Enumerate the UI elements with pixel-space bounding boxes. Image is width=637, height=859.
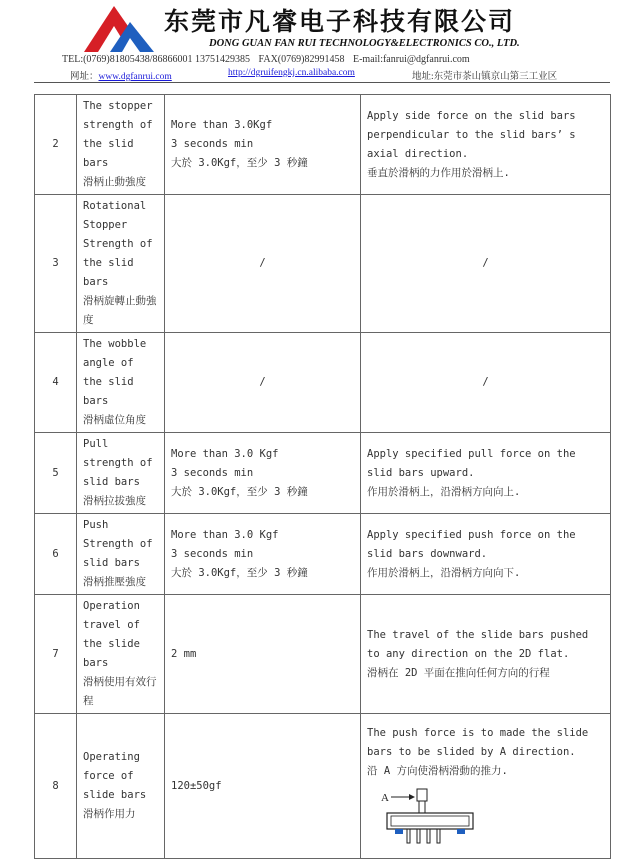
company-name-cn: 东莞市凡睿电子科技有限公司 <box>164 7 516 36</box>
row-number: 7 <box>35 595 77 714</box>
spec-line: More than 3.0 Kgf <box>171 528 279 541</box>
method-line: The travel of the slide bars pushed to any direction on the 2D flat. <box>367 628 589 660</box>
spec-line: 3 seconds min <box>171 466 254 479</box>
spec-cell: / <box>165 195 361 333</box>
item-name-en: The wobble angle of the slid bars <box>83 338 147 407</box>
spec-line: 3 seconds min <box>171 547 254 560</box>
potentiometer-body <box>387 813 473 829</box>
arrow-head-icon <box>409 794 415 800</box>
fax: FAX(0769)82991458 <box>258 54 345 65</box>
spec-cell: / <box>165 333 361 433</box>
item-name-en: Rotational Stopper Strength of the slid bars <box>83 200 153 288</box>
terminal-pin <box>427 829 430 843</box>
slide-knob <box>417 789 427 801</box>
table-row <box>35 95 611 195</box>
item-cell <box>77 195 165 333</box>
company-name-en: DONG GUAN FAN RUI TECHNOLOGY&ELECTRONICS CO., LTD. <box>209 38 520 49</box>
spec-line: More than 3.0Kgf <box>171 119 273 131</box>
item-cell <box>77 714 165 859</box>
telephone: TEL:(0769)81805438/86866001 13751429385 <box>62 54 251 65</box>
spec-line: 大於 3.0Kgf，至少 3 秒鐘 <box>171 485 308 498</box>
item-name-cn: 滑柄作用力 <box>83 808 136 820</box>
row-number: 8 <box>35 714 77 859</box>
item-name-en: Operating force of slide bars <box>83 751 147 801</box>
item-cell <box>77 514 165 595</box>
mount-tab-right <box>457 829 465 834</box>
method-cell <box>361 95 611 195</box>
method-line: The push force is to made the slide bars to be slided by A direction. <box>367 726 589 758</box>
method-cell <box>361 714 611 859</box>
letterhead <box>0 0 637 86</box>
method-line: Apply side force on the slid bars perpendicular to the slid bars’ s axial direction. <box>367 109 576 160</box>
spec-cell: 120±50gf <box>165 714 361 859</box>
method-cell <box>361 433 611 514</box>
table-row <box>35 595 611 714</box>
potentiometer-rail <box>391 816 469 826</box>
item-name-cn: 滑柄拉拔強度 <box>83 495 146 507</box>
website-label: 网址： <box>70 72 99 82</box>
email: E-mail:fanrui@dgfanrui.com <box>352 54 470 65</box>
method-line: 垂直於滑柄的力作用於滑柄上. <box>367 166 510 179</box>
spec-line: 大於 3.0Kgf，至少 3 秒鐘 <box>171 157 308 169</box>
spec-cell <box>165 95 361 195</box>
item-name-en: Push Strength of slid bars <box>83 519 153 569</box>
spec-cell <box>165 514 361 595</box>
item-name-cn: 滑柄使用有效行程 <box>83 676 157 707</box>
header-divider <box>34 82 610 83</box>
item-cell <box>77 595 165 714</box>
shop-link[interactable]: http://dgruifengkj.cn.alibaba.com <box>228 68 355 78</box>
mount-tab-left <box>395 829 403 834</box>
website-link[interactable]: www.dgfanrui.com <box>98 72 172 82</box>
company-logo <box>84 6 162 52</box>
method-cell <box>361 595 611 714</box>
slide-bar-diagram <box>377 787 497 847</box>
item-name-cn: 滑柄推壓強度 <box>83 576 146 588</box>
item-cell <box>77 333 165 433</box>
table-row <box>35 514 611 595</box>
table-row <box>35 195 611 333</box>
spec-line: 3 seconds min <box>171 138 254 150</box>
table-row <box>35 333 611 433</box>
spec-cell: 2 mm <box>165 595 361 714</box>
item-name-en: Operation travel of the slide bars <box>83 600 140 669</box>
row-number: 4 <box>35 333 77 433</box>
spec-table <box>34 94 611 859</box>
terminal-pin <box>417 829 420 843</box>
row-number: 2 <box>35 95 77 195</box>
item-name-cn: 滑柄旋轉止動強度 <box>83 295 157 326</box>
item-cell <box>77 95 165 195</box>
terminal-pin <box>437 829 440 843</box>
method-line: 作用於滑柄上，沿滑柄方向向下. <box>367 566 521 579</box>
item-name-cn: 滑柄虛位角度 <box>83 414 146 426</box>
method-cell: / <box>361 195 611 333</box>
method-line: Apply specified pull force on the slid bars upward. <box>367 447 576 479</box>
method-line: 滑柄在 2D 平面在推向任何方向的行程 <box>367 666 550 679</box>
method-cell <box>361 514 611 595</box>
terminal-pin <box>407 829 410 843</box>
slide-shaft <box>419 801 425 813</box>
method-line: Apply specified push force on the slid bars downward. <box>367 528 576 560</box>
table-row <box>35 714 611 859</box>
website-line <box>70 68 172 82</box>
spec-line: More than 3.0 Kgf <box>171 447 279 460</box>
item-name-cn: 滑柄止動強度 <box>83 176 146 188</box>
contact-line <box>62 54 476 65</box>
spec-cell <box>165 433 361 514</box>
item-cell <box>77 433 165 514</box>
method-line: 沿 A 方向使滑柄滑動的推力. <box>367 764 508 777</box>
row-number: 3 <box>35 195 77 333</box>
method-line: 作用於滑柄上，沿滑柄方向向上. <box>367 485 521 498</box>
row-number: 5 <box>35 433 77 514</box>
spec-line: 大於 3.0Kgf，至少 3 秒鐘 <box>171 566 308 579</box>
direction-label: A <box>381 791 389 804</box>
method-cell: / <box>361 333 611 433</box>
table-row <box>35 433 611 514</box>
row-number: 6 <box>35 514 77 595</box>
item-name-en: Pull strength of slid bars <box>83 438 153 488</box>
item-name-en: The stopper strength of the slid bars <box>83 100 153 169</box>
address: 地址:东莞市茶山镇京山第三工业区 <box>412 72 558 82</box>
